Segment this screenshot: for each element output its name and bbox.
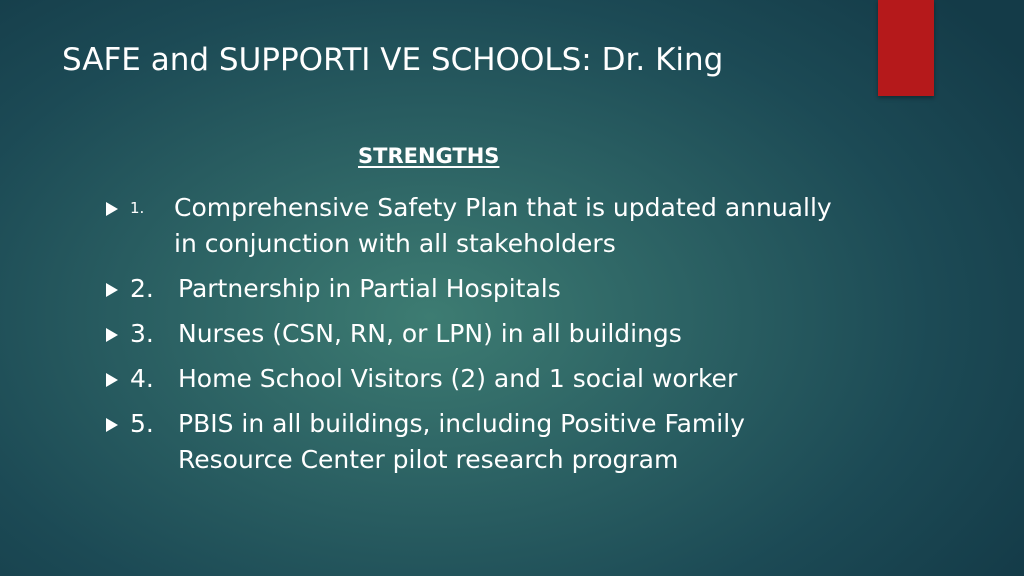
triangle-right-icon [106, 202, 118, 216]
list-item [100, 190, 860, 262]
section-heading: STRENGTHS [358, 144, 500, 168]
item-number: 5. [130, 409, 154, 438]
item-number: 2. [130, 274, 154, 303]
triangle-right-icon [106, 373, 118, 387]
triangle-right-icon [106, 418, 118, 432]
item-text: Comprehensive Safety Plan that is updated annually in conjunction with all stakeholders [174, 193, 832, 258]
strengths-list [100, 190, 860, 487]
item-number: 1. [130, 199, 145, 217]
triangle-right-icon [106, 283, 118, 297]
item-text: PBIS in all buildings, including Positive Family Resource Center pilot research program [178, 409, 745, 474]
item-text: Nurses (CSN, RN, or LPN) in all buildings [178, 319, 682, 348]
item-number: 4. [130, 364, 154, 393]
list-item [100, 406, 860, 478]
item-text: Home School Visitors (2) and 1 social worker [178, 364, 738, 393]
item-text: Partnership in Partial Hospitals [178, 274, 561, 303]
list-item [100, 271, 860, 307]
list-item [100, 316, 860, 352]
accent-bar [878, 0, 934, 96]
triangle-right-icon [106, 328, 118, 342]
item-number: 3. [130, 319, 154, 348]
list-item [100, 361, 860, 397]
slide-title: SAFE and SUPPORTI VE SCHOOLS: Dr. King [62, 42, 724, 78]
